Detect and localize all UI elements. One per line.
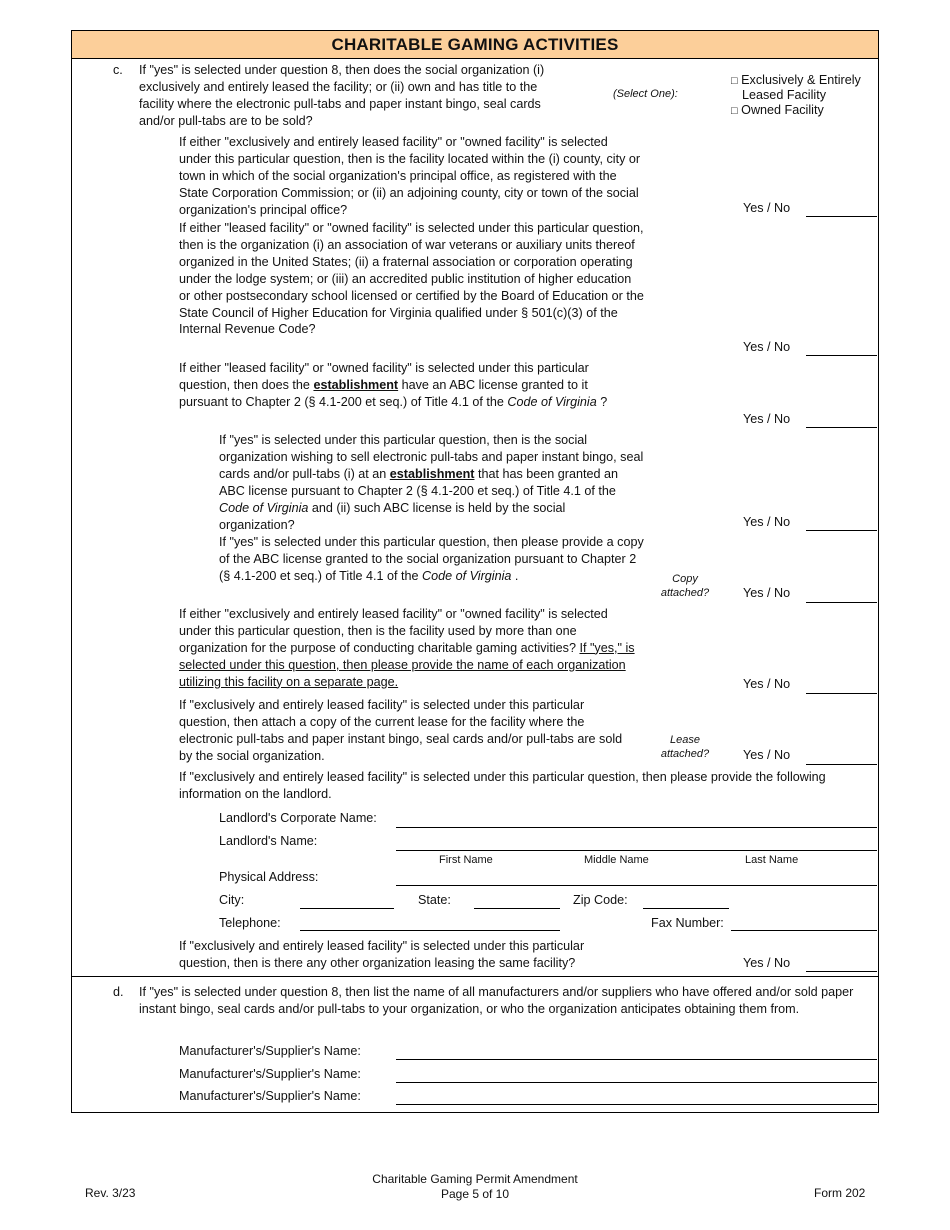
question-abc-copy: If "yes" is selected under this particular question, then please provide a copy of the ABC license granted to the social organization pursuant to Chapter 2 (§ 4.1-200 et seq.) of Title 4.1 of the Code of Virginia . xyxy=(219,535,644,583)
section-c-letter: c. xyxy=(113,63,123,77)
option-label: Exclusively & Entirely xyxy=(741,73,861,87)
city-field[interactable] xyxy=(300,908,394,909)
landlord-corporate-name-label: Landlord's Corporate Name: xyxy=(219,811,377,825)
yes-no-label: Yes / No xyxy=(743,340,791,354)
question-abc-license: If either "leased facility" or "owned facility" is selected under this particular question, then does the establishment have an ABC license granted to it pursuant to Chapter 2 (§ 4.1-200 et seq.) of Title 4.1 of the Code of Virginia ? xyxy=(179,361,608,409)
zip-code-field[interactable] xyxy=(643,908,729,909)
answer-line[interactable] xyxy=(806,530,877,531)
last-name-caption: Last Name xyxy=(745,854,799,866)
answer-line[interactable] xyxy=(806,971,877,972)
copy-attached-note: Copy attached? xyxy=(660,573,710,599)
landlord-name-field[interactable] xyxy=(396,850,877,851)
zip-code-label: Zip Code: xyxy=(573,893,628,907)
question-facility-location: If either "exclusively and entirely leased facility" or "owned facility" is selected under this particular question, then is the facility located within the (i) county, city or town in which of the social organization's principal office, as registered with the State Corporation Commission; or (ii) an adjoining county, city or town of the social organization's principal office? xyxy=(179,135,641,217)
question-shared-facility: If either "exclusively and entirely leased facility" or "owned facility" is selected under this particular question, then is the facility used by more than one organization for the purpose of conducting charitable gaming activities? If "yes," is selected under this question, then please provide the name of each organization utilizing this facility on a separate page. xyxy=(179,607,635,689)
middle-name-caption: Middle Name xyxy=(584,854,649,866)
city-label: City: xyxy=(219,893,245,907)
state-label: State: xyxy=(418,893,451,907)
section-c-question: If "yes" is selected under question 8, then does the social organization (i) exclusively and entirely leased the facility; or (ii) own and has title to the facility where the electronic pull-tabs and paper instant bingo, seal cards and/or pull-tabs are to be sold? xyxy=(139,63,545,128)
question-abc-establishment: If "yes" is selected under this particular question, then is the social organization wishing to sell electronic pull-tabs and paper instant bingo, seal cards and/or pull-tabs (i) at an establishment that has been granted an ABC license pursuant to Chapter 2 (§ 4.1-200 et seq.) of Title 4.1 of the Code of Virginia and (ii) such ABC license is held by the social organization? xyxy=(219,433,644,532)
yes-no-label: Yes / No xyxy=(743,956,791,970)
question-other-lessees: If "exclusively and entirely leased facility" is selected under this particular question, then is there any other organization leasing the same facility? xyxy=(179,939,585,970)
fax-number-field[interactable] xyxy=(731,930,877,931)
fax-number-label: Fax Number: xyxy=(651,916,724,930)
answer-line[interactable] xyxy=(806,216,877,217)
form-number: Form 202 xyxy=(814,1186,866,1200)
answer-line[interactable] xyxy=(806,693,877,694)
landlord-corporate-name-field[interactable] xyxy=(396,827,877,828)
yes-no-label: Yes / No xyxy=(743,748,791,762)
state-field[interactable] xyxy=(474,908,560,909)
answer-line[interactable] xyxy=(806,764,877,765)
section-title: CHARITABLE GAMING ACTIVITIES xyxy=(71,30,879,59)
first-name-caption: First Name xyxy=(439,854,493,866)
section-divider xyxy=(72,976,878,977)
lease-attached-note: Lease attached? xyxy=(660,734,710,760)
option-label-line2: Leased Facility xyxy=(742,88,826,102)
landlord-name-label: Landlord's Name: xyxy=(219,834,318,848)
yes-no-label: Yes / No xyxy=(743,412,791,426)
answer-line[interactable] xyxy=(806,355,877,356)
supplier-name-field[interactable] xyxy=(396,1104,877,1105)
question-organization-type: If either "leased facility" or "owned facility" is selected under this particular question, then is the organization (i) an association of war veterans or auxiliary units thereof organized in the United States; (ii) a fraternal association or corporation operating under the lodge system; or (iii) an accredited public institution of higher education or other postsecondary school licensed or certified by the Board of Education or the State Council of Higher Education for Virginia qualified under § 501(c)(3) of the Internal Revenue Code? xyxy=(179,221,644,337)
option-label: Owned Facility xyxy=(741,103,824,117)
yes-no-label: Yes / No xyxy=(743,677,791,691)
answer-line[interactable] xyxy=(806,602,877,603)
yes-no-label: Yes / No xyxy=(743,201,791,215)
telephone-label: Telephone: xyxy=(219,916,281,930)
yes-no-label: Yes / No xyxy=(743,515,791,529)
footer-form-title: Charitable Gaming Permit Amendment xyxy=(372,1172,578,1186)
physical-address-field[interactable] xyxy=(396,885,877,886)
telephone-field[interactable] xyxy=(300,930,560,931)
question-lease-copy: If "exclusively and entirely leased facility" is selected under this particular question, then attach a copy of the current lease for the facility where the electronic pull-tabs and paper instant bingo, seal cards and/or pull-tabs are sold by the social organization. xyxy=(179,698,623,763)
page-number: Page 5 of 10 xyxy=(440,1187,510,1201)
supplier-name-label: Manufacturer's/Supplier's Name: xyxy=(179,1044,361,1058)
supplier-name-label: Manufacturer's/Supplier's Name: xyxy=(179,1089,361,1103)
supplier-name-label: Manufacturer's/Supplier's Name: xyxy=(179,1067,361,1081)
checkbox-icon[interactable]: □ xyxy=(731,75,738,87)
answer-line[interactable] xyxy=(806,427,877,428)
section-d-question: If "yes" is selected under question 8, then list the name of all manufacturers and/or suppliers who have offered and/or sold paper instant bingo, seal cards and/or pull-tabs to your organization, or who the organization anticipates obtaining them from. xyxy=(139,985,854,1016)
section-d-letter: d. xyxy=(113,985,124,999)
question-landlord-info: If "exclusively and entirely leased facility" is selected under this particular question, then please provide the following information on the landlord. xyxy=(179,770,826,801)
revision-label: Rev. 3/23 xyxy=(85,1186,136,1200)
supplier-name-field[interactable] xyxy=(396,1082,877,1083)
physical-address-label: Physical Address: xyxy=(219,870,319,884)
yes-no-label: Yes / No xyxy=(743,586,791,600)
checkbox-icon[interactable]: □ xyxy=(731,105,738,117)
supplier-name-field[interactable] xyxy=(396,1059,877,1060)
select-one-label: (Select One): xyxy=(613,88,678,100)
option-owned-facility[interactable] xyxy=(731,102,824,120)
